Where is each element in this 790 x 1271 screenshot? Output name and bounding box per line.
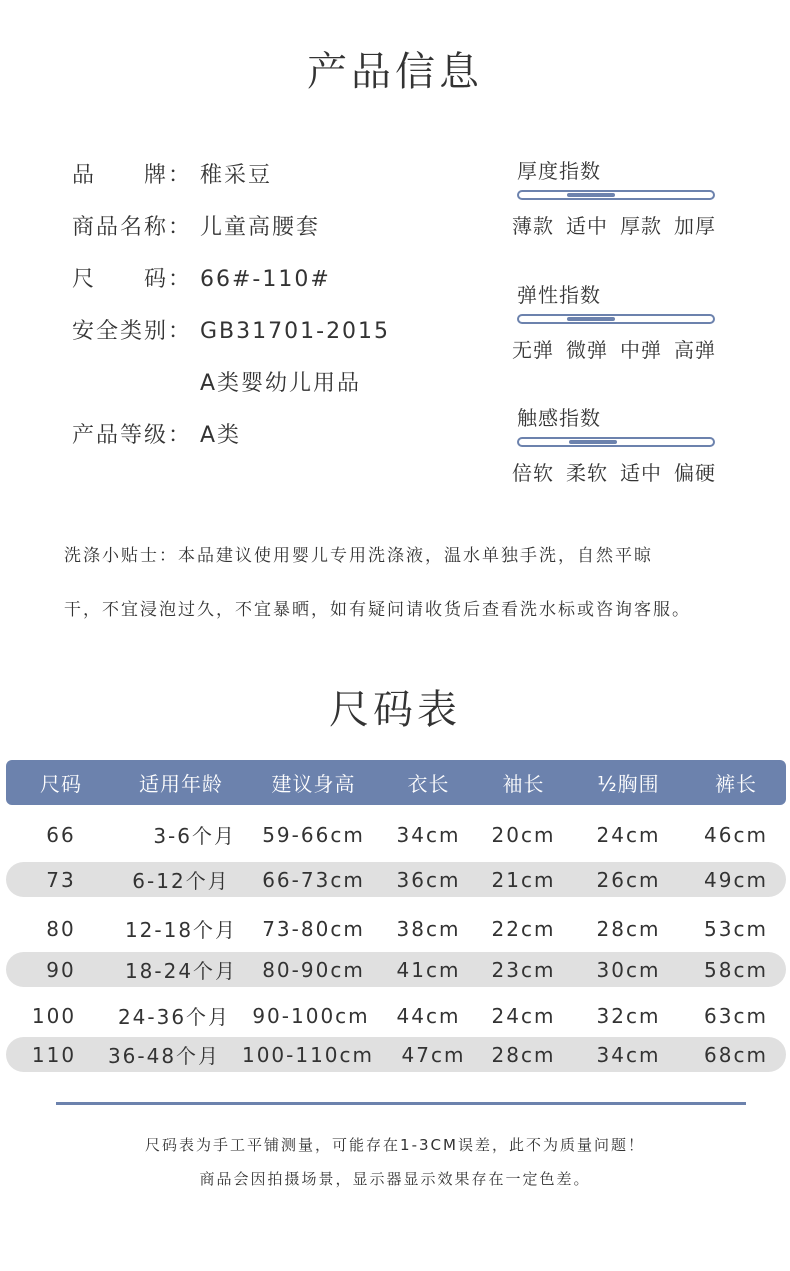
table-row: [6, 952, 786, 987]
table-cell: 34cm: [396, 822, 461, 847]
table-row: [6, 1037, 786, 1072]
table-cell: 30cm: [596, 957, 661, 982]
table-cell: 110: [31, 1042, 77, 1067]
elasticity-index-title: 弹性指数: [517, 283, 601, 307]
index-level: 适中: [620, 461, 662, 485]
index-level: 偏硬: [674, 461, 716, 485]
color-note: 商品会因拍摄场景，显示器显示效果存在一定色差。: [199, 1170, 591, 1188]
table-cell: 22cm: [491, 916, 556, 941]
touch-index-levels: [512, 457, 728, 486]
table-cell: 28cm: [596, 916, 661, 941]
info-label: 安全类别：: [72, 319, 193, 344]
table-cell: 24-36个月: [117, 1005, 231, 1029]
table-cell: 20cm: [491, 822, 556, 847]
table-cell: 18-24个月: [124, 959, 238, 983]
header-cell: 袖长: [502, 772, 545, 796]
info-row-safety: [72, 314, 390, 345]
elasticity-index-marker: [567, 317, 615, 321]
header-cell: 衣长: [407, 772, 450, 796]
table-cell: 34cm: [596, 1042, 661, 1067]
table-cell: 66: [46, 822, 76, 847]
wash-tip-line1: 洗涤小贴士：本品建议使用婴儿专用洗涤液，温水单独手洗，自然平晾: [64, 546, 653, 566]
header-cell: 裤长: [715, 772, 757, 796]
index-level: 薄款: [512, 214, 554, 238]
info-row-safety-class: [72, 366, 361, 397]
thickness-index-marker: [567, 193, 615, 197]
table-cell: 73: [46, 867, 76, 892]
table-cell: 80: [46, 916, 76, 941]
info-value: 稚采豆: [200, 163, 273, 188]
table-cell: 47cm: [401, 1042, 466, 1067]
info-label: 商品名称：: [72, 215, 193, 240]
table-cell: 38cm: [396, 916, 461, 941]
table-cell: 23cm: [491, 957, 556, 982]
info-row-size: [72, 262, 331, 293]
header-cell: 适用年龄: [139, 772, 223, 796]
info-value: 儿童高腰套: [200, 215, 321, 240]
table-cell: 32cm: [596, 1003, 661, 1028]
table-cell: 59-66cm: [262, 822, 365, 847]
table-cell: 26cm: [596, 867, 661, 892]
table-cell: 36-48个月: [107, 1044, 221, 1068]
table-cell: 49cm: [704, 867, 768, 892]
size-table-title: 尺码表: [329, 687, 461, 733]
measurement-note: 尺码表为手工平铺测量，可能存在1-3CM误差，此不为质量问题！: [145, 1136, 645, 1154]
elasticity-index-levels: [512, 334, 728, 363]
thickness-index-bar: [517, 190, 715, 200]
product-info-title: 产品信息: [307, 49, 483, 95]
table-cell: 24cm: [596, 822, 661, 847]
info-row-grade: [72, 418, 241, 449]
info-value: GB31701-2015: [200, 319, 391, 344]
info-label: 品 牌：: [72, 163, 193, 188]
table-cell: 73-80cm: [262, 916, 365, 941]
index-level: 柔软: [566, 461, 608, 485]
table-cell: 24cm: [491, 1003, 556, 1028]
table-cell: 66-73cm: [262, 867, 365, 892]
table-cell: 6-12个月: [132, 869, 230, 893]
divider: [56, 1102, 746, 1105]
index-level: 倍软: [512, 461, 554, 485]
info-row-name: [72, 210, 320, 241]
table-cell: 12-18个月: [124, 918, 238, 942]
table-cell: 3-6个月: [153, 824, 236, 848]
info-label: 尺 码：: [72, 267, 193, 292]
table-cell: 53cm: [704, 916, 768, 941]
table-row: [6, 862, 786, 897]
table-cell: 44cm: [396, 1003, 461, 1028]
table-cell: 58cm: [704, 957, 768, 982]
info-value: A类: [200, 423, 242, 448]
index-level: 适中: [566, 214, 608, 238]
table-row: [6, 911, 786, 946]
thickness-index-title: 厚度指数: [517, 159, 601, 183]
header-cell: ½胸围: [597, 772, 660, 796]
index-level: 无弹: [512, 338, 554, 362]
table-row: [6, 998, 786, 1033]
info-value: A类婴幼儿用品: [200, 371, 362, 396]
table-cell: 41cm: [396, 957, 461, 982]
touch-index-title: 触感指数: [517, 406, 601, 430]
table-cell: 46cm: [704, 822, 768, 847]
table-cell: 68cm: [704, 1042, 768, 1067]
header-cell: 建议身高: [271, 772, 356, 796]
elasticity-index-bar: [517, 314, 715, 324]
info-row-brand: [72, 158, 272, 189]
index-level: 厚款: [620, 214, 662, 238]
table-cell: 100: [31, 1003, 77, 1028]
touch-index-bar: [517, 437, 715, 447]
index-level: 微弹: [566, 338, 608, 362]
table-cell: 28cm: [491, 1042, 556, 1067]
size-table-header: [6, 760, 786, 805]
index-level: 高弹: [674, 338, 716, 362]
table-cell: 36cm: [396, 867, 461, 892]
wash-tip-line2: 干，不宜浸泡过久，不宜暴晒，如有疑问请收货后查看洗水标或咨询客服。: [64, 600, 691, 620]
thickness-index-levels: [512, 210, 728, 239]
table-cell: 80-90cm: [262, 957, 365, 982]
table-cell: 63cm: [704, 1003, 768, 1028]
table-row: [6, 817, 786, 852]
table-cell: 21cm: [491, 867, 556, 892]
index-level: 加厚: [674, 214, 716, 238]
table-cell: 90: [46, 957, 76, 982]
info-value: 66#-110#: [200, 267, 331, 292]
touch-index-marker: [569, 440, 617, 444]
index-level: 中弹: [620, 338, 662, 362]
table-cell: 90-100cm: [252, 1003, 370, 1028]
info-label: 产品等级：: [72, 423, 193, 448]
table-cell: 100-110cm: [241, 1042, 375, 1067]
header-cell: 尺码: [40, 772, 82, 796]
